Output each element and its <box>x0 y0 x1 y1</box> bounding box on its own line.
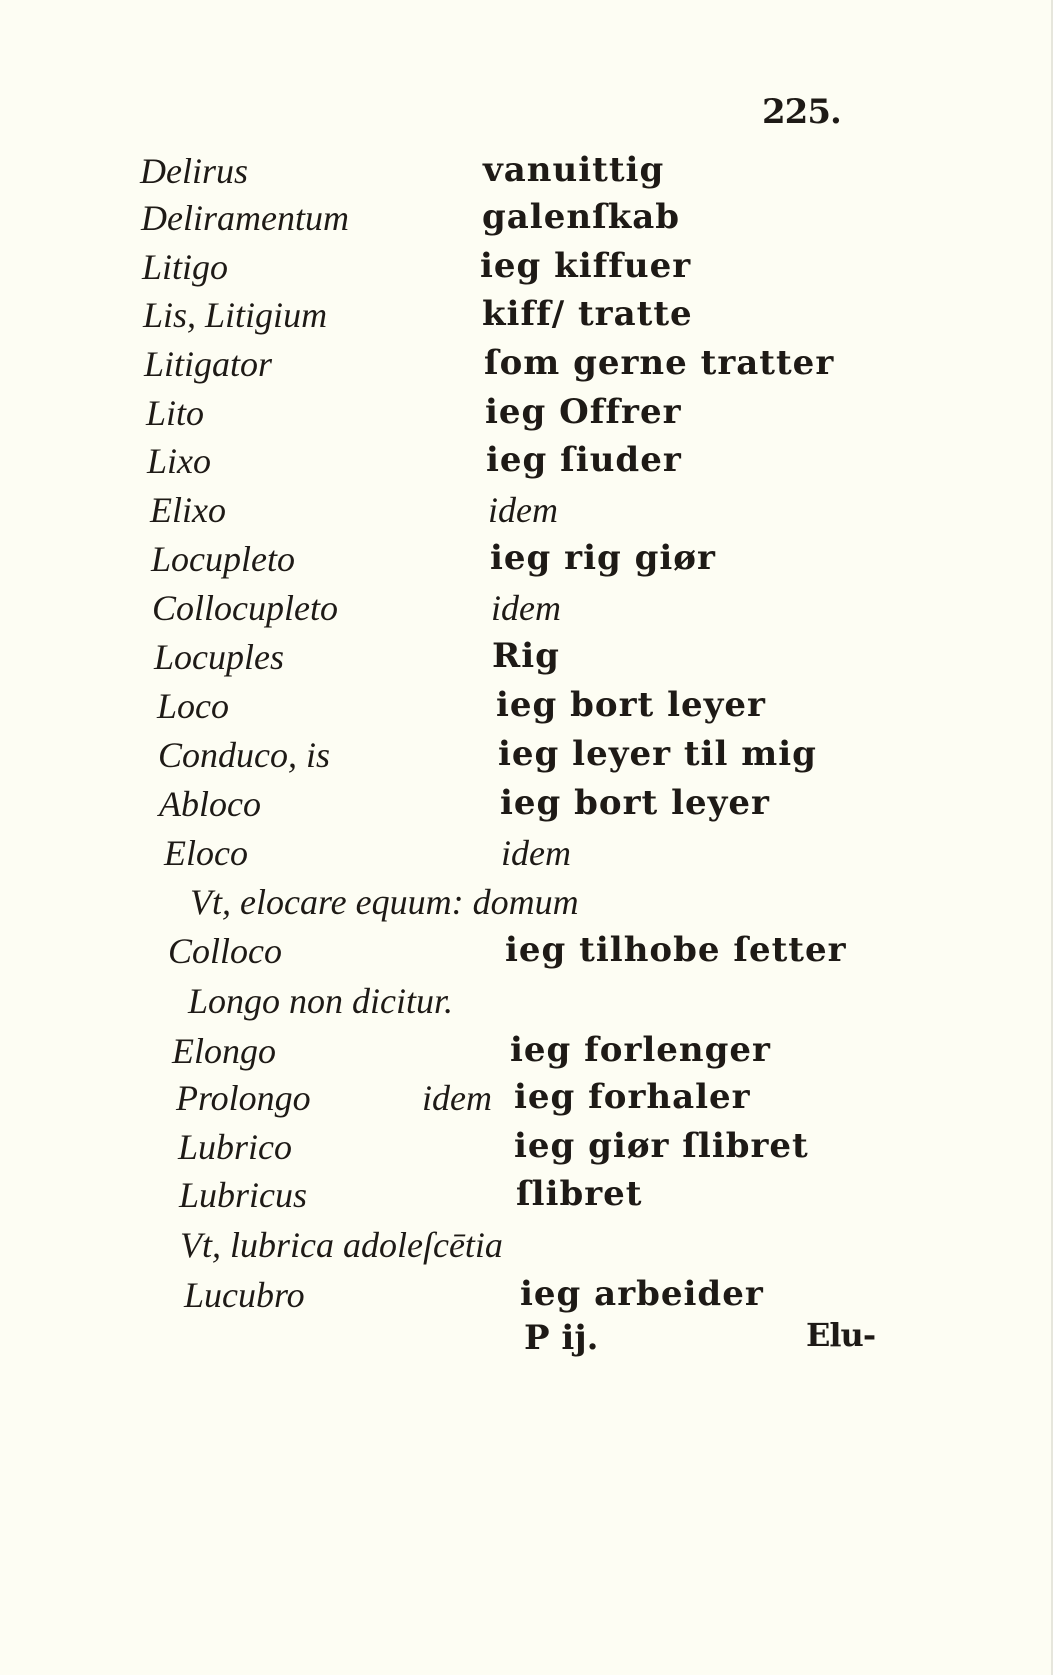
latin-headword: Litigator <box>144 344 273 384</box>
latin-headword: Elixo <box>150 490 226 530</box>
dictionary-entry <box>0 1030 1053 1078</box>
danish-gloss: ieg forhaler <box>514 1077 751 1117</box>
dictionary-entry <box>0 246 1053 294</box>
page-number: 225. <box>762 92 841 132</box>
danish-gloss: ieg bort leyer <box>500 783 770 823</box>
dictionary-entry <box>0 294 1053 342</box>
danish-gloss: ieg arbeider <box>520 1274 764 1314</box>
dictionary-entry <box>0 734 1053 782</box>
dictionary-entry <box>0 150 1053 198</box>
latin-headword: Lis, Litigium <box>143 295 328 335</box>
usage-note <box>0 881 1053 929</box>
danish-gloss: ieg forlenger <box>510 1030 771 1070</box>
usage-note-text: Vt, lubrica adoleſcētia <box>180 1225 503 1265</box>
danish-gloss: ſlibret <box>516 1174 643 1214</box>
latin-headword: Locupleto <box>151 539 295 579</box>
latin-headword: Locuples <box>154 637 284 677</box>
dictionary-entry <box>0 197 1053 245</box>
dictionary-entry <box>0 587 1053 635</box>
latin-headword: Eloco <box>164 833 248 873</box>
dictionary-entry <box>0 392 1053 440</box>
danish-gloss: kiff/ tratte <box>482 294 693 334</box>
latin-headword: Abloco <box>159 784 261 824</box>
latin-headword: Delirus <box>140 151 248 191</box>
dictionary-entry <box>0 685 1053 733</box>
latin-headword: Lixo <box>147 441 212 481</box>
dictionary-entry <box>0 636 1053 684</box>
danish-gloss: galenſkab <box>482 197 681 237</box>
latin-headword: Lito <box>146 393 205 433</box>
danish-gloss: ieg rig giør <box>490 538 716 578</box>
usage-note <box>0 1224 1053 1272</box>
danish-gloss: ieg leyer til mig <box>498 734 817 774</box>
latin-headword: Deliramentum <box>141 198 349 238</box>
latin-headword: Elongo <box>172 1031 276 1071</box>
danish-gloss: Rig <box>492 636 560 676</box>
dictionary-entry <box>0 489 1053 537</box>
dictionary-entry <box>0 1126 1053 1174</box>
latin-headword: Litigo <box>142 247 229 287</box>
dictionary-entry <box>0 1174 1053 1222</box>
danish-gloss: ieg bort leyer <box>496 685 766 725</box>
latin-headword: Collocupleto <box>152 588 338 628</box>
danish-gloss: ſom gerne tratter <box>484 343 835 383</box>
danish-gloss: vanuittig <box>483 150 665 190</box>
latin-headword: Lubrico <box>178 1127 293 1167</box>
dictionary-entry <box>0 930 1053 978</box>
latin-headword: Loco <box>157 686 229 726</box>
dictionary-entry <box>0 538 1053 586</box>
dictionary-entry <box>0 783 1053 831</box>
usage-note-text: Longo non dicitur. <box>188 981 454 1021</box>
usage-note <box>0 980 1053 1028</box>
dictionary-entry <box>0 1077 1053 1125</box>
dictionary-entry <box>0 1274 1053 1322</box>
latin-headword: Lubricus <box>179 1175 308 1215</box>
dictionary-entry <box>0 343 1053 391</box>
danish-gloss: ieg kiffuer <box>480 246 692 286</box>
dictionary-entry <box>0 440 1053 488</box>
latin-headword: Prolongo <box>176 1078 311 1118</box>
danish-gloss: idem <box>488 490 558 530</box>
danish-gloss: idem <box>491 588 561 628</box>
danish-gloss: ieg Offrer <box>485 392 682 432</box>
catchword: Elu- <box>806 1316 876 1354</box>
danish-gloss: ieg giør ſlibret <box>514 1126 809 1166</box>
usage-note-text: Vt, elocare equum: domum <box>190 882 579 922</box>
idem-marker: idem <box>422 1078 492 1118</box>
danish-gloss: ieg ſiuder <box>486 440 682 480</box>
danish-gloss: ieg tilhobe ſetter <box>505 930 847 970</box>
latin-headword: Lucubro <box>184 1275 305 1315</box>
latin-headword: Colloco <box>168 931 282 971</box>
signature-mark: P ij. <box>524 1318 599 1358</box>
danish-gloss: idem <box>501 833 571 873</box>
dictionary-entry <box>0 832 1053 880</box>
latin-headword: Conduco, is <box>158 735 331 775</box>
